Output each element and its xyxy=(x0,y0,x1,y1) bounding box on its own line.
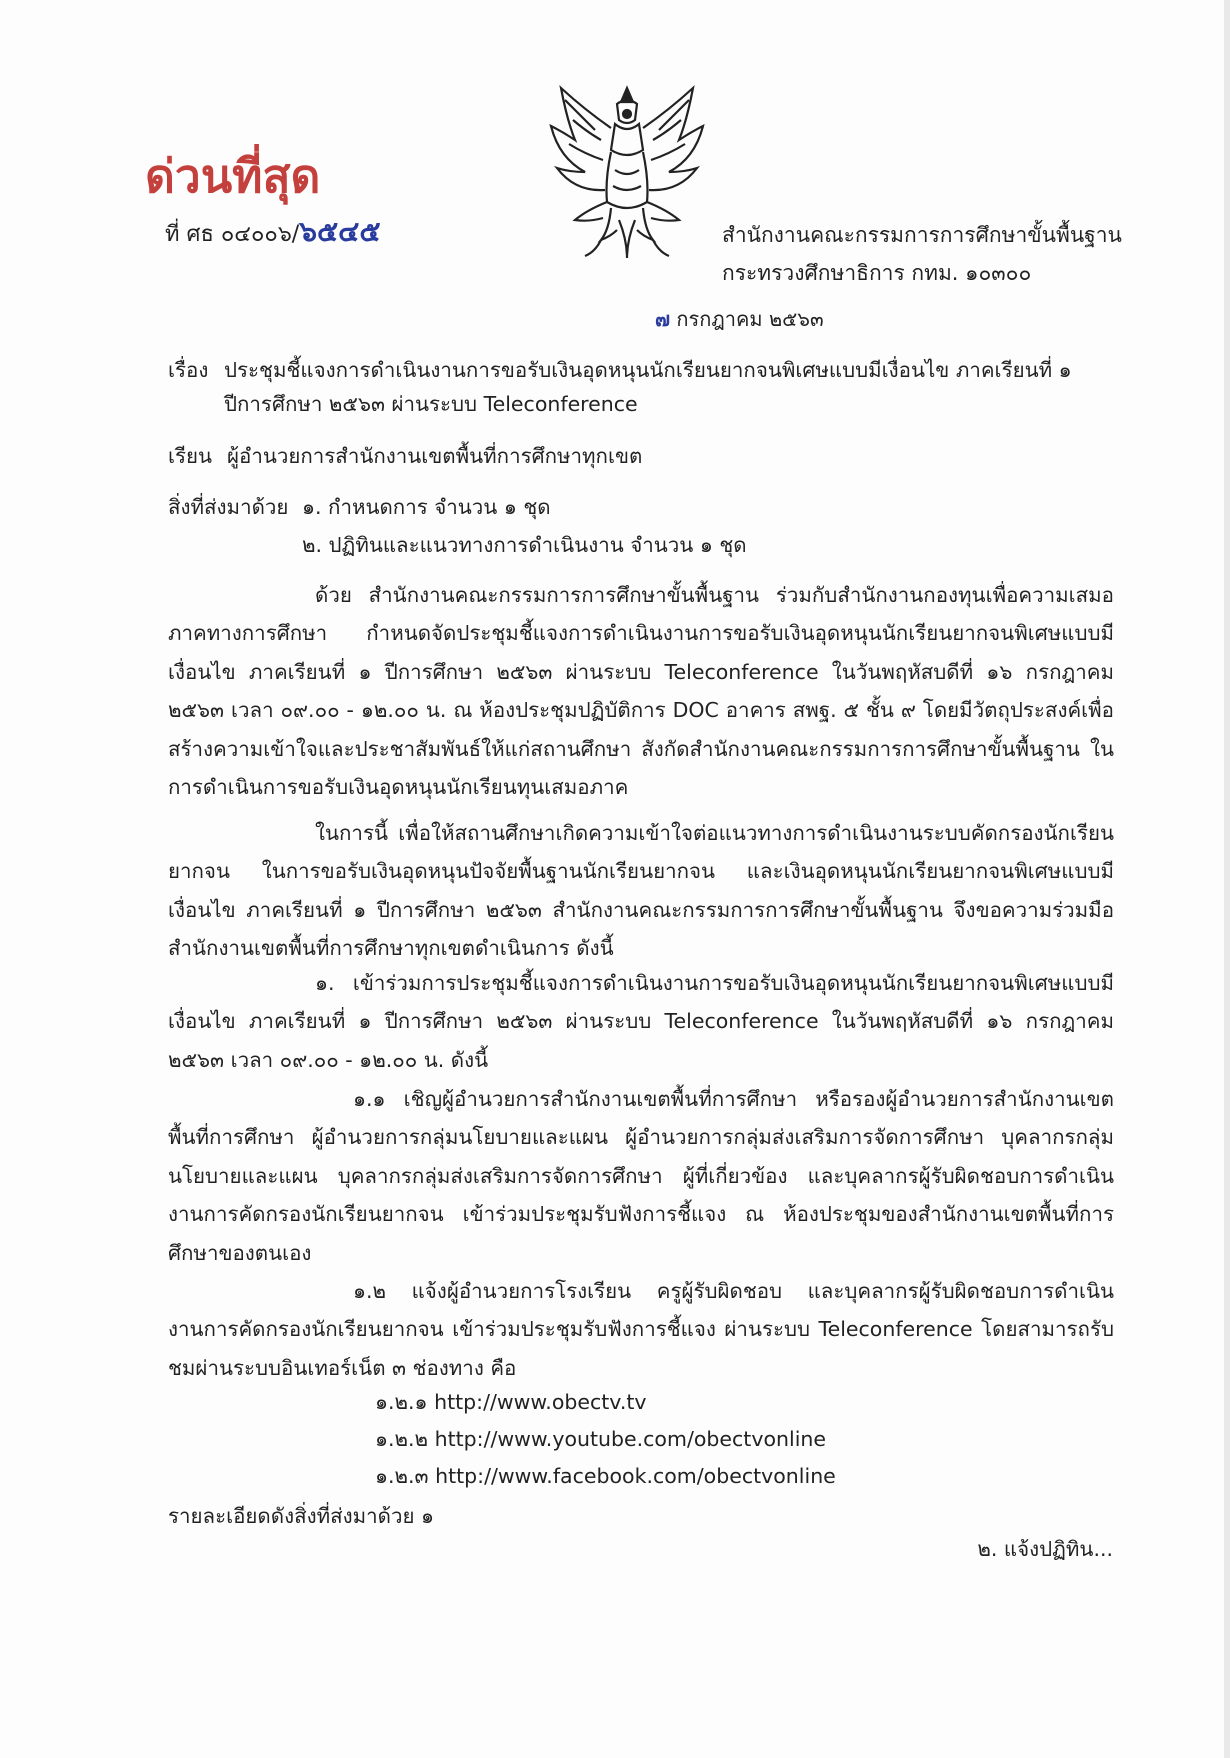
garuda-emblem xyxy=(545,80,710,265)
agency-address xyxy=(722,216,1122,292)
continuation-marker: ๒. แจ้งปฏิทิน... xyxy=(977,1537,1113,1561)
enclosure-item-1: ๑. กำหนดการ จำนวน ๑ ชุด xyxy=(302,495,551,519)
paragraph-item-1: ๑. เข้าร่วมการประชุมชี้แจงการดำเนินงานการขอรับเงินอุดหนุนนักเรียนยากจนพิเศษแบบมีเงื่อนไข ภาคเรียนที่ ๑ ปีการศึกษา ๒๕๖๓ ผ่านระบบ Teleconference ในวันพฤหัสบดีที่ ๑๖ กรกฎาคม ๒๕๖๓ เวลา ๐๙.๐๐ - ๑๒.๐๐ น. ดังนี้ xyxy=(168,971,1114,1072)
paragraph-item-1-2: ๑.๒ แจ้งผู้อำนวยการโรงเรียน ครูผู้รับผิดชอบ และบุคลากรผู้รับผิดชอบการดำเนินงานการคัดกรองนักเรียนยากจน เข้าร่วมประชุมรับฟังการชี้แจง ผ่านระบบ Teleconference โดยสามารถรับชมผ่านระบบอินเทอร์เน็ต ๓ ช่องทาง คือ xyxy=(168,1279,1114,1380)
document-number-value: ๖๕๔๕ xyxy=(299,215,381,248)
subject-line-2: ปีการศึกษา ๒๕๖๓ ผ่านระบบ Teleconference xyxy=(224,392,638,416)
channel-link-1[interactable]: ๑.๒.๑ http://www.obectv.tv xyxy=(375,1390,647,1414)
enclosures-label: สิ่งที่ส่งมาด้วย xyxy=(168,495,289,519)
detail-reference: รายละเอียดดังสิ่งที่ส่งมาด้วย ๑ xyxy=(168,1504,435,1528)
document-number-prefix: ที่ ศธ ๐๔๐๐๖/ xyxy=(165,222,300,247)
agency-name: สำนักงานคณะกรรมการการศึกษาขั้นพื้นฐาน xyxy=(722,223,1122,247)
paragraph-item-1-1: ๑.๑ เชิญผู้อำนวยการสำนักงานเขตพื้นที่การศึกษา หรือรองผู้อำนวยการสำนักงานเขตพื้นที่การศึกษา ผู้อำนวยการกลุ่มนโยบายและแผน ผู้อำนวยการกลุ่มส่งเสริมการจัดการศึกษา บุคลากรกลุ่มนโยบายและแผน บุคลากรกลุ่มส่งเสริมการจัดการศึกษา ผู้ที่เกี่ยวข้อง และบุคลากรผู้รับผิดชอบการดำเนินงานการคัดกรองนักเรียนยากจน เข้าร่วมประชุมรับฟังการชี้แจง ณ ห้องประชุมของสำนักงานเขตพื้นที่การศึกษาของตนเอง xyxy=(168,1087,1114,1265)
scan-edge xyxy=(1224,0,1230,1758)
urgent-stamp: ด่วนที่สุด xyxy=(145,149,321,203)
letter-date xyxy=(655,303,824,335)
channel-link-3[interactable]: ๑.๒.๓ http://www.facebook.com/obectvonline xyxy=(375,1464,836,1488)
enclosure-item-2: ๒. ปฏิทินและแนวทางการดำเนินงาน จำนวน ๑ ชุด xyxy=(302,533,747,557)
date-day: ๗ xyxy=(655,307,671,331)
date-month-year: กรกฎาคม ๒๕๖๓ xyxy=(670,307,824,331)
document-number xyxy=(165,210,381,254)
subject-label: เรื่อง xyxy=(168,358,209,382)
subject-line-1: ประชุมชี้แจงการดำเนินงานการขอรับเงินอุดหนุนนักเรียนยากจนพิเศษแบบมีเงื่อนไข ภาคเรียนที่ ๑ xyxy=(224,358,1072,382)
agency-location: กระทรวงศึกษาธิการ กทม. ๑๐๓๐๐ xyxy=(722,261,1032,285)
paragraph-2: ในการนี้ เพื่อให้สถานศึกษาเกิดความเข้าใจต่อแนวทางการดำเนินงานระบบคัดกรองนักเรียนยากจน ในการขอรับเงินอุดหนุนปัจจัยพื้นฐานนักเรียนยากจน และเงินอุดหนุนนักเรียนยากจนพิเศษแบบมีเงื่อนไข ภาคเรียนที่ ๑ ปีการศึกษา ๒๕๖๓ สำนักงานคณะกรรมการการศึกษาขั้นพื้นฐาน จึงขอความร่วมมือสำนักงานเขตพื้นที่การศึกษาทุกเขตดำเนินการ ดังนี้ xyxy=(168,821,1114,961)
salutation-recipient: ผู้อำนวยการสำนักงานเขตพื้นที่การศึกษาทุกเขต xyxy=(227,444,643,468)
channel-link-2[interactable]: ๑.๒.๒ http://www.youtube.com/obectvonline xyxy=(375,1427,826,1451)
salutation-label: เรียน xyxy=(168,444,213,468)
paragraph-1: ด้วย สำนักงานคณะกรรมการการศึกษาขั้นพื้นฐาน ร่วมกับสำนักงานกองทุนเพื่อความเสมอภาคทางการศึกษา กำหนดจัดประชุมชี้แจงการดำเนินงานการขอรับเงินอุดหนุนนักเรียนยากจนพิเศษแบบมีเงื่อนไข ภาคเรียนที่ ๑ ปีการศึกษา ๒๕๖๓ ผ่านระบบ Teleconference ในวันพฤหัสบดีที่ ๑๖ กรกฎาคม ๒๕๖๓ เวลา ๐๙.๐๐ - ๑๒.๐๐ น. ณ ห้องประชุมปฏิบัติการ DOC อาคาร สพฐ. ๕ ชั้น ๙ โดยมีวัตถุประสงค์เพื่อสร้างความเข้าใจและประชาสัมพันธ์ให้แก่สถานศึกษา สังกัดสำนักงานคณะกรรมการการศึกษาขั้นพื้นฐาน ในการดำเนินการขอรับเงินอุดหนุนนักเรียนทุนเสมอภาค xyxy=(168,583,1114,800)
